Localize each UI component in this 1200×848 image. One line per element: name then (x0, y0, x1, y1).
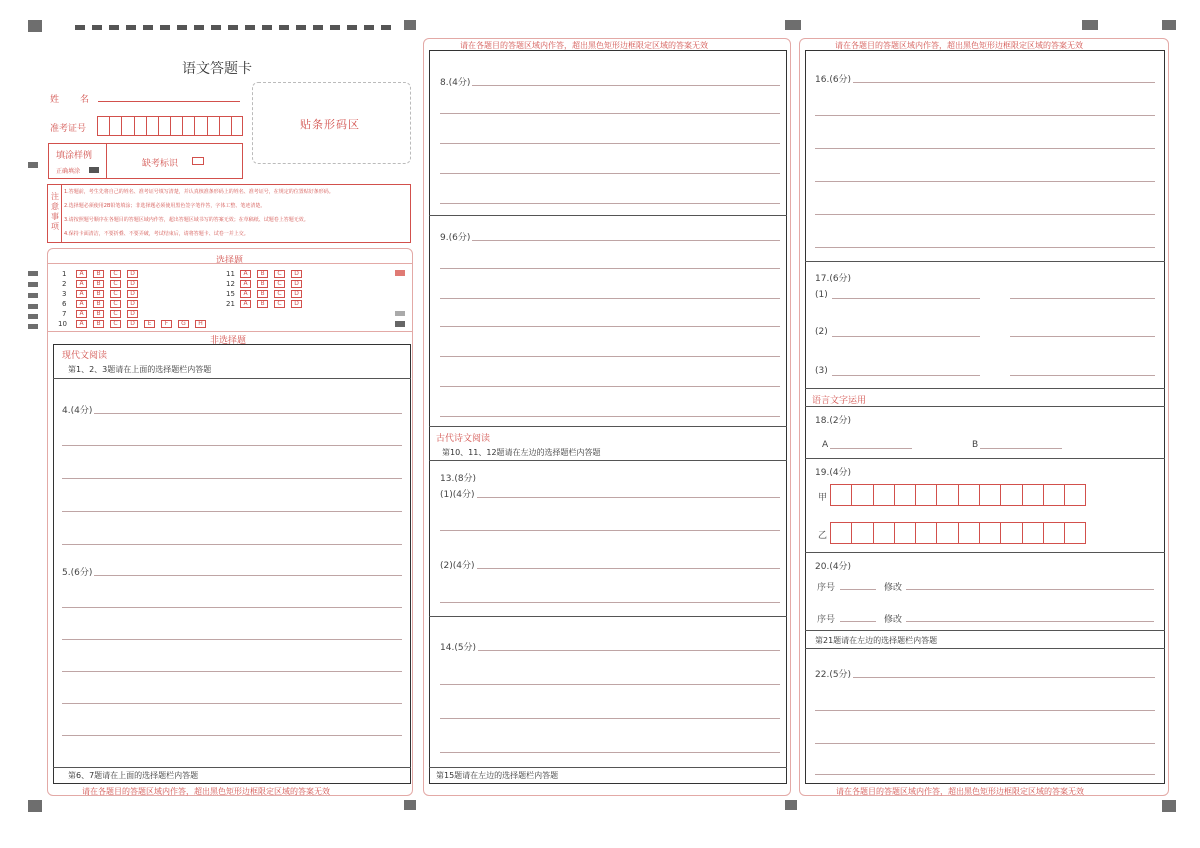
note-mc-10-12: 第10、11、12题请在左边的选择题栏内答题 (442, 448, 601, 457)
q20-seq-label: 序号 (817, 612, 837, 625)
answer-line[interactable] (440, 268, 780, 269)
mc-row[interactable]: 15 A B C D (226, 288, 308, 298)
notice-item: 3.请按照题号顺序在各题目的答题区域内作答，超出答题区域书写的答案无效；在草稿纸、试题卷上答题无效。 (64, 217, 309, 223)
corner-marker-bottom-mid1 (404, 800, 416, 810)
answer-line[interactable] (440, 173, 780, 174)
q20-label: 20.(4分) (815, 559, 853, 572)
q19-label: 19.(4分) (815, 465, 853, 478)
absent-label: 缺考标识 (142, 159, 179, 169)
answer-line[interactable] (440, 386, 780, 387)
answer-line[interactable] (62, 413, 402, 414)
absent-checkbox[interactable] (192, 157, 204, 165)
timing-mark (313, 25, 323, 30)
answer-line[interactable] (440, 684, 780, 685)
name-input-line[interactable] (98, 101, 240, 102)
note-mc-6-7: 第6、7题请在上面的选择题栏内答题 (68, 771, 199, 780)
timing-mark (109, 25, 119, 30)
answer-line[interactable] (840, 621, 876, 622)
section-title-language-use: 语言文字运用 (812, 396, 867, 406)
timing-mark (228, 25, 238, 30)
q4-label: 4.(4分) (62, 403, 94, 416)
answer-line[interactable] (440, 203, 780, 204)
corner-marker-top-right2 (1162, 20, 1176, 30)
answer-line[interactable] (815, 148, 1155, 149)
answer-line[interactable] (815, 214, 1155, 215)
q18-a-label: A (822, 440, 829, 450)
q20-fix-label: 修改 (884, 580, 904, 593)
q19-yi-label: 乙 (818, 528, 829, 541)
side-marker (28, 314, 38, 319)
barcode-label: 贴条形码区 (300, 118, 360, 131)
mc-row[interactable]: 7 A B C D (62, 308, 144, 318)
q5-label: 5.(6分) (62, 565, 94, 578)
answer-line[interactable] (62, 735, 402, 736)
note-mc-21: 第21题请在左边的选择题栏内答题 (815, 636, 938, 645)
answer-line[interactable] (62, 478, 402, 479)
answer-line[interactable] (815, 774, 1155, 775)
corner-marker-top-right1 (1082, 20, 1098, 30)
answer-line[interactable] (440, 240, 780, 241)
answer-line[interactable] (440, 298, 780, 299)
answer-line[interactable] (830, 448, 912, 449)
q18-label: 18.(2分) (815, 413, 853, 426)
notice-item: 4.保持卡面清洁，不要折叠、不要弄破，考试结束后，请将答题卡、试卷一并上交。 (64, 231, 249, 237)
mc-row[interactable]: 10 A B C D E F G H (58, 318, 212, 328)
notice-item: 1.答题前，考生先将自己的姓名、准考证号填写清楚，并认真核准条形码上的姓名、准考证号，在规定的位置贴好条形码。 (64, 189, 334, 195)
answer-line[interactable] (832, 375, 980, 376)
answer-line[interactable] (62, 511, 402, 512)
answer-line[interactable] (62, 703, 402, 704)
answer-line[interactable] (1010, 298, 1155, 299)
timing-mark (92, 25, 102, 30)
timing-mark (262, 25, 272, 30)
answer-line[interactable] (440, 752, 780, 753)
section-title-modern-reading: 现代文阅读 (62, 351, 108, 361)
exam-id-label: 准考证号 (50, 124, 87, 134)
warning-bottom-col3: 请在各题目的答题区域内作答，超出黑色矩形边框限定区域的答案无效 (836, 787, 1084, 796)
name-label: 姓 名 (50, 95, 96, 105)
q8-label: 8.(4分) (440, 75, 472, 88)
q9-label: 9.(6分) (440, 230, 472, 243)
side-marker (28, 271, 38, 276)
mc-title: 选择题 (216, 256, 244, 266)
answer-line[interactable] (440, 356, 780, 357)
corner-marker-bottom-right (1162, 800, 1176, 812)
timing-mark (194, 25, 204, 30)
modern-reading-box (53, 344, 411, 784)
answer-line[interactable] (832, 298, 980, 299)
answer-line[interactable] (980, 448, 1062, 449)
answer-line[interactable] (440, 326, 780, 327)
q17-label: 17.(6分) (815, 271, 853, 284)
corner-marker-bottom-mid2 (785, 800, 797, 810)
answer-line[interactable] (440, 113, 780, 114)
answer-line[interactable] (815, 677, 1155, 678)
q17-1-label: (1) (815, 290, 828, 300)
side-marker (28, 282, 38, 287)
mc-side-mark (395, 311, 405, 316)
q14-label: 14.(5分) (440, 640, 478, 653)
note-mc-15: 第15题请在左边的选择题栏内答题 (436, 771, 559, 780)
mc-side-mark (395, 321, 405, 327)
notice-label: 注 意 事 项 (51, 192, 59, 231)
answer-line[interactable] (62, 445, 402, 446)
mc-row[interactable]: 11 A B C D (226, 268, 308, 278)
timing-mark (160, 25, 170, 30)
warning-bottom-col1: 请在各题目的答题区域内作答，超出黑色矩形边框限定区域的答案无效 (82, 787, 330, 796)
answer-line[interactable] (440, 530, 780, 531)
timing-mark (143, 25, 153, 30)
col3-frame (805, 50, 1165, 784)
timing-mark (381, 25, 391, 30)
answer-line[interactable] (440, 568, 780, 569)
answer-line[interactable] (906, 621, 1154, 622)
side-marker (28, 324, 38, 329)
side-marker (28, 304, 38, 309)
answer-line[interactable] (815, 247, 1155, 248)
timing-mark (330, 25, 340, 30)
answer-line[interactable] (440, 497, 780, 498)
card-title: 语文答题卡 (182, 61, 252, 77)
answer-line[interactable] (1010, 375, 1155, 376)
corner-marker-bottom-left (28, 800, 42, 812)
corner-marker-top-mid2 (785, 20, 801, 30)
answer-line[interactable] (62, 575, 402, 576)
q19-jia-boxes[interactable] (830, 484, 1086, 506)
answer-line[interactable] (62, 607, 402, 608)
side-marker (28, 293, 38, 298)
corner-marker-top-mid1 (404, 20, 416, 30)
mc-row[interactable]: 3 A B C D (62, 288, 144, 298)
answer-line[interactable] (440, 602, 780, 603)
mc-row[interactable]: 21 A B C D (226, 298, 308, 308)
answer-line[interactable] (62, 639, 402, 640)
q19-yi-boxes[interactable] (830, 522, 1086, 544)
q17-2-label: (2) (815, 327, 828, 337)
notice-item: 2.选择题必须使用2B铅笔填涂；非选择题必须使用黑色签字笔作答，字体工整、笔迹清楚。 (64, 203, 266, 209)
q16-label: 16.(6分) (815, 72, 853, 85)
timing-mark (245, 25, 255, 30)
exam-id-boxes[interactable] (97, 116, 243, 136)
answer-line[interactable] (815, 115, 1155, 116)
answer-line[interactable] (1010, 336, 1155, 337)
answer-line[interactable] (62, 671, 402, 672)
q13-2-label: (2)(4分) (440, 558, 477, 571)
mc-row[interactable]: 2 A B C D (62, 278, 144, 288)
warning-top-col3: 请在各题目的答题区域内作答，超出黑色矩形边框限定区域的答案无效 (835, 41, 1083, 50)
corner-marker-top-left (28, 20, 42, 32)
q19-jia-label: 甲 (818, 490, 829, 503)
answer-line[interactable] (906, 589, 1154, 590)
q22-label: 22.(5分) (815, 667, 853, 680)
answer-line[interactable] (62, 544, 402, 545)
timing-mark (126, 25, 136, 30)
mc-row[interactable]: 1 A B C D (62, 268, 144, 278)
answer-line[interactable] (815, 181, 1155, 182)
fill-example-label: 填涂样例 (56, 151, 93, 161)
q20-fix-label: 修改 (884, 612, 904, 625)
q13-label: 13.(8分) (440, 471, 478, 484)
answer-line[interactable] (815, 710, 1155, 711)
timing-mark (211, 25, 221, 30)
timing-mark (347, 25, 357, 30)
timing-mark (279, 25, 289, 30)
timing-mark (296, 25, 306, 30)
side-marker (28, 162, 38, 168)
correct-fill-label: 正确填涂 (56, 168, 81, 175)
timing-mark (177, 25, 187, 30)
q20-seq-label: 序号 (817, 580, 837, 593)
timing-mark (364, 25, 374, 30)
answer-line[interactable] (440, 650, 780, 651)
answer-line[interactable] (440, 85, 780, 86)
mc-side-mark (395, 270, 405, 276)
answer-line[interactable] (815, 82, 1155, 83)
timing-mark (75, 25, 85, 30)
answer-line[interactable] (832, 336, 980, 337)
q17-3-label: (3) (815, 366, 828, 376)
nonmc-title: 非选择题 (210, 336, 247, 346)
answer-line[interactable] (840, 589, 876, 590)
answer-line[interactable] (440, 718, 780, 719)
answer-line[interactable] (815, 743, 1155, 744)
mc-row[interactable]: 6 A B C D (62, 298, 144, 308)
answer-line[interactable] (440, 416, 780, 417)
col2-frame (429, 50, 787, 784)
q13-1-label: (1)(4分) (440, 487, 477, 500)
correct-fill-mark (89, 167, 99, 173)
answer-line[interactable] (440, 143, 780, 144)
q18-b-label: B (972, 440, 979, 450)
section-title-ancient-reading: 古代诗文阅读 (436, 434, 491, 444)
warning-top-col2: 请在各题目的答题区域内作答，超出黑色矩形边框限定区域的答案无效 (460, 41, 708, 50)
note-mc-1-3: 第1、2、3题请在上面的选择题栏内答题 (68, 365, 212, 374)
mc-row[interactable]: 12 A B C D (226, 278, 308, 288)
